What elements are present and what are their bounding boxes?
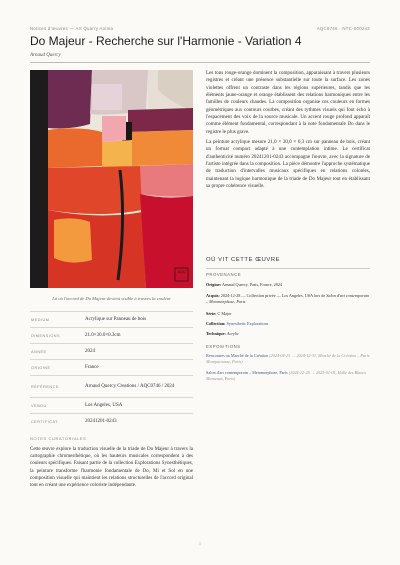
top-bar — [30, 26, 370, 34]
exhibition-detail: (2024-12-26 → 2025-01-05, Halle des Blancs Manteaux, Paris) — [206, 370, 366, 382]
breadcrumb[interactable]: Notices d'œuvres — Art Quarry Anima — [30, 26, 114, 31]
origin-label: Origine: — [206, 282, 222, 287]
technique-label: Technique: — [206, 331, 226, 336]
title-divider — [30, 62, 370, 63]
detail-row-origin — [30, 360, 193, 376]
reference-code: AQC0746 · NTC-000243 — [316, 26, 370, 31]
origin-value: Arnaud Quercy, Paris, France, 2024 — [221, 282, 283, 287]
curatorial-notes-heading: NOTES CURATORIALES — [30, 436, 87, 441]
artist-name: Arnaud Quercy — [30, 53, 61, 58]
acquired-label: Acquis: — [206, 293, 220, 298]
provenance-collection — [206, 321, 370, 327]
detail-label: RÉFÉRENCE — [30, 376, 85, 398]
exhibitions-heading: EXPOSITIONS — [206, 344, 241, 349]
page-title: Do Majeur - Recherche sur l'Harmonie - Variation 4 — [30, 34, 302, 48]
series-label: Série: — [206, 311, 217, 316]
artwork-image — [30, 70, 193, 288]
essay — [206, 70, 370, 191]
detail-value: 2024 — [85, 344, 193, 360]
detail-label: ORIGINE — [30, 360, 85, 376]
detail-row-medium — [30, 312, 193, 328]
page-number: 1 — [198, 541, 202, 546]
detail-row-reference — [30, 376, 193, 398]
detail-value: Arnaud Quercy Creations / AQC0746 / 2024 — [85, 376, 193, 398]
detail-label: DIMENSIONS — [30, 328, 85, 344]
artwork-caption: Là où l'accord de Do Majeur devient visible à travers la couleur — [52, 296, 171, 301]
detail-label: CERTIFICAT — [30, 414, 85, 430]
technique-value: Acrylic — [226, 331, 239, 336]
detail-row-certificate — [30, 414, 193, 430]
acquired-value: 2024-12-28 — Collection privée — Los Angeles, USA lors de — [220, 293, 326, 298]
essay-paragraph: La peinture acrylique mesure 21,0 × 30,0 × 0,3 cm sur panneau de bois, créant un format compact adapté à une contemplation intime. Le certificat d'authenticité numéro 20241201-0243 accompagne l'œuvre, avec la signature de l'artiste intégrée dans la composition. La pièce démontre l'approche systématique de traduction d'intervalles musicaux spécifiques en relations colorées, maintenant la logique harmonique de la triade de Do Majeur tout en établissant sa propre cohérence visuelle. — [206, 139, 370, 190]
detail-label: ANNÉE — [30, 344, 85, 360]
detail-row-year — [30, 344, 193, 360]
exhibition-detail: (2024-04-25 → 2024-12-31, Marché de la Création – Paris Montparnasse, Paris) — [206, 353, 370, 365]
detail-value: Acrylique sur Panneau de bois — [85, 312, 193, 328]
essay-paragraph: Les tons rouge-orange dominent la composition, apparaissant à travers plusieurs registres et créant une présence substantielle sur toute la surface. Les zones violettes offrent un contraste dans les régions supérieures, tandis que les éléments jaune-orange et orange établissent des relations harmoniques entre les familles de couleurs chaudes. La composition organise ces couleurs en formes géométriques aux contours courbes, créant des rythmes visuels qui font écho à l'espacement des voix de la source musicale. Un accent rouge profond apparaît comme élément fondamental, correspondant à la note fondamentale Do dans le registre le plus grave. — [206, 70, 370, 135]
detail-value: 21.0×30.0×0.3cm — [85, 328, 193, 344]
collection-label: Collection: — [206, 321, 226, 326]
detail-row-sold — [30, 398, 193, 414]
exhibition-link[interactable]: Rencontres au Marché de la Création — [206, 353, 269, 358]
detail-row-dimensions — [30, 328, 193, 344]
where-heading: OÙ VIT CETTE ŒUVRE — [206, 257, 281, 263]
series-value: C Major — [217, 311, 232, 316]
exhibition-link[interactable]: Salon d'art contemporain – Metamorphose, Paris — [206, 370, 288, 375]
artwork-painting — [30, 70, 193, 288]
provenance-heading: PROVENANCE — [206, 272, 242, 277]
curatorial-notes-text: Cette œuvre explore la traduction visuelle de la triade de Do Majeur à travers la cartographie chromesthétique, où les hauteurs musicales correspondent à des couleurs spécifiques. Faisant partie de la collection Explorations Synesthétiques, la peinture transforme l'harmonie fondamentale de Do, Mi et Sol en une composition visuelle qui maintient les relations structurelles de l'accord original tout en créant une expérience coloriste indépendante. — [30, 447, 193, 489]
exhibition-item — [206, 370, 370, 382]
detail-value: Los Angeles, USA — [85, 398, 193, 414]
provenance-acquired — [206, 293, 370, 305]
details-table — [30, 311, 193, 430]
provenance-technique — [206, 331, 370, 337]
detail-label: VENDU — [30, 398, 85, 414]
where-divider — [206, 268, 370, 269]
exhibition-item — [206, 353, 370, 365]
provenance-origin — [206, 282, 370, 288]
acquired-event: Salon d'art contemporain – Metamorphose, Paris — [206, 293, 370, 305]
collection-link[interactable]: Synesthetic Explorations — [226, 321, 269, 326]
detail-value: 20241201-0243 — [85, 414, 193, 430]
artist-signature: AQC — [177, 270, 186, 274]
detail-label: MEDIUM — [30, 312, 85, 328]
detail-value: France — [85, 360, 193, 376]
provenance-series — [206, 311, 370, 317]
